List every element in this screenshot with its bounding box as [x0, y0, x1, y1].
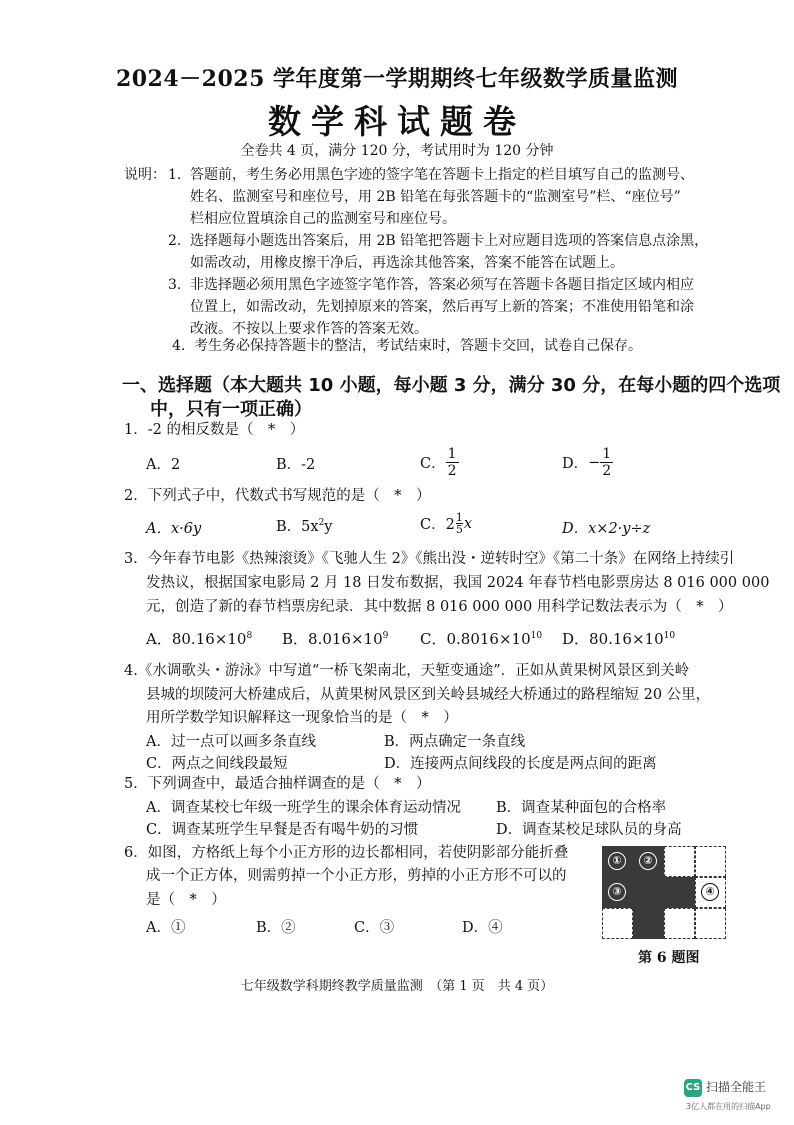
q1-stem: 1．-2 的相反数是（ * ） — [124, 422, 305, 438]
note-4-line-1: 考生务必保持答题卡的整洁，考试结束时，答题卡交回，试卷自己保存。 — [194, 338, 642, 354]
watermark-subtitle: 3亿人都在用的扫描App — [686, 1102, 771, 1111]
grid-cell — [664, 846, 695, 877]
q5-stem: 5．下列调查中，最适合抽样调查的是（ * ） — [124, 776, 431, 792]
q2-option-b-tail: y — [324, 519, 333, 535]
q1-c-denominator: 2 — [447, 463, 457, 479]
note-3-num: 3. — [168, 277, 182, 293]
watermark-name: 扫描全能王 — [706, 1080, 767, 1094]
label-1: ① — [608, 852, 626, 870]
q1-option-a: A．2 — [146, 457, 181, 473]
q6-line-2: 成一个正方体，则需剪掉一个小正方形，剪掉的小正方形不可以的 — [146, 868, 567, 884]
label-3: ③ — [608, 883, 626, 901]
subject-title: 数学科试题卷 — [268, 102, 526, 141]
grid-cell — [664, 908, 695, 939]
exam-title: 2024－2025 学年度第一学期期终七年级数学质量监测 — [115, 66, 679, 92]
q4-line-2: 县城的坝陵河大桥建成后，从黄果树风景区到关岭县城经大桥通过的路程缩短 20 公里， — [146, 687, 711, 703]
q1-option-d-sign: − — [588, 454, 601, 471]
q6-option-c: C．③ — [354, 920, 395, 936]
q2-option-b-base: B．5x — [276, 519, 319, 535]
grid-cell — [695, 908, 726, 939]
q3-a-base: A．80.16×10 — [146, 630, 247, 648]
q2-c-numerator: 1 — [455, 511, 463, 524]
q3-c-base: C．0.8016×10 — [420, 630, 531, 648]
q6-grid-figure — [602, 846, 726, 939]
q4-option-b: B．两点确定一条直线 — [384, 734, 526, 750]
shaded-square — [633, 877, 664, 908]
q1-option-c-fraction — [446, 446, 459, 479]
note-3-line-3: 改液。不按以上要求作答的答案无效。 — [190, 321, 428, 337]
q3-option-b — [282, 628, 388, 649]
q1-option-d-label: D． — [562, 456, 589, 472]
q2-option-b-exponent: 2 — [318, 518, 325, 529]
shaded-square — [633, 908, 664, 939]
note-1-line-2: 姓名、监测室号和座位号，用 2B 铅笔在每张答题卡的“监测室号”栏、“座位号” — [190, 189, 681, 205]
q1-option-d-fraction — [600, 446, 613, 479]
section-1-heading-cont: 中，只有一项正确） — [150, 399, 312, 420]
q3-option-d — [562, 628, 675, 649]
q3-a-exp: 8 — [246, 631, 253, 641]
q2-option-c — [420, 512, 472, 535]
q4-option-d: D．连接两点间线段的长度是两点间的距离 — [384, 756, 657, 772]
q2-option-a: A．x·6y — [146, 521, 202, 537]
note-2-line-2: 如需改动，用橡皮擦干净后，再选涂其他答案，答案不能答在试题上。 — [190, 255, 624, 271]
q1-option-c-label: C． — [420, 456, 446, 472]
grid-cell — [602, 908, 633, 939]
section-1-heading: 一、选择题（本大题共 10 小题，每小题 3 分，满分 30 分，在每小题的四个选项 — [122, 375, 781, 396]
q2-c-denominator: 5 — [455, 523, 463, 536]
q6-option-d: D．④ — [462, 920, 503, 936]
q2-option-c-fraction — [456, 512, 463, 535]
q4-line-3: 用所学数学知识解释这一现象恰当的是（ * ） — [146, 710, 458, 726]
page-footer: 七年级数学科期终教学质量监测 （第 1 页 共 4 页） — [240, 979, 554, 994]
q3-b-base: B．8.016×10 — [282, 630, 383, 648]
q5-option-c: C．调查某班学生早餐是否有喝牛奶的习惯 — [146, 822, 419, 838]
q5-option-d: D．调查某校足球队员的身高 — [496, 822, 682, 838]
q3-c-exp: 10 — [530, 631, 543, 641]
q1-option-c — [420, 446, 459, 479]
shaded-square — [664, 877, 695, 908]
label-2: ② — [639, 852, 657, 870]
q5-option-a: A．调查某校七年级一班学生的课余体育运动情况 — [146, 800, 461, 816]
note-2-num: 2. — [168, 233, 182, 249]
q1-d-numerator: 1 — [602, 446, 612, 462]
q3-d-exp: 10 — [663, 631, 676, 641]
q1-c-numerator: 1 — [447, 446, 457, 462]
q1-d-denominator: 2 — [602, 463, 612, 479]
camscanner-logo-icon: CS — [684, 1079, 702, 1097]
q3-line-3: 元，创造了新的春节档票房纪录．其中数据 8 016 000 000 用科学记数法表示为（ * ） — [146, 599, 733, 615]
q6-option-a: A．① — [146, 920, 186, 936]
q6-line-3: 是（ * ） — [146, 892, 226, 908]
q4-option-a: A．过一点可以画多条直线 — [146, 734, 316, 750]
q3-option-a — [146, 628, 252, 649]
note-4-num: 4. — [172, 338, 186, 354]
q2-option-c-label: C．2 — [420, 517, 455, 533]
q5-option-b: B．调查某种面包的合格率 — [496, 800, 667, 816]
label-4: ④ — [701, 883, 719, 901]
q6-line-1: 6．如图，方格纸上每个小正方形的边长都相同，若使阴影部分能折叠 — [124, 845, 569, 861]
q4-line-1: 4.《水调歌头・游泳》中写道“一桥飞架南北，天堑变通途”．正如从黄果树风景区到关岭 — [124, 663, 690, 679]
note-1-line-3: 栏相应位置填涂自己的监测室号和座位号。 — [190, 211, 456, 227]
note-1-line-1: 答题前，考生务必用黑色字迹的签字笔在答题卡上指定的栏目填写自己的监测号、 — [190, 167, 694, 183]
q6-option-b: B．② — [256, 920, 296, 936]
q2-option-c-var: x — [463, 515, 473, 532]
grid-cell — [695, 846, 726, 877]
note-3-line-2: 位置上，如需改动，先划掉原来的答案，然后再写上新的答案；不准使用铅笔和涂 — [190, 299, 694, 315]
note-3-line-1: 非选择题必须用黑色字迹签字笔作答，答案必须写在答题卡各题目指定区域内相应 — [190, 277, 694, 293]
q3-option-c — [420, 628, 542, 649]
q3-d-base: D．80.16×10 — [562, 630, 664, 648]
note-2-line-1: 选择题每小题选出答案后，用 2B 铅笔把答题卡上对应题目选项的答案信息点涂黑， — [190, 233, 709, 249]
q4-option-c: C．两点之间线段最短 — [146, 756, 288, 772]
q3-line-2: 发热议，根据国家电影局 2 月 18 日发布数据，我国 2024 年春节档电影票房达 8 016 000 000 — [146, 575, 770, 591]
q2-option-b — [276, 515, 333, 536]
q3-line-1: 3．今年春节电影《热辣滚烫》《飞驰人生 2》《熊出没・逆转时空》《第二十条》在网络上持续引 — [124, 551, 735, 567]
q2-option-d: D．x×2·y÷z — [562, 521, 651, 537]
notes-label: 说明： — [124, 167, 166, 183]
q2-stem: 2．下列式子中，代数式书写规范的是（ * ） — [124, 488, 431, 504]
q3-b-exp: 9 — [382, 631, 389, 641]
q1-option-b: B．-2 — [276, 457, 316, 473]
q1-option-d — [562, 446, 613, 479]
note-1-num: 1. — [168, 167, 182, 183]
exam-info: 全卷共 4 页，满分 120 分，考试用时为 120 分钟 — [240, 143, 554, 159]
q6-figure-caption: 第 6 题图 — [638, 950, 700, 966]
